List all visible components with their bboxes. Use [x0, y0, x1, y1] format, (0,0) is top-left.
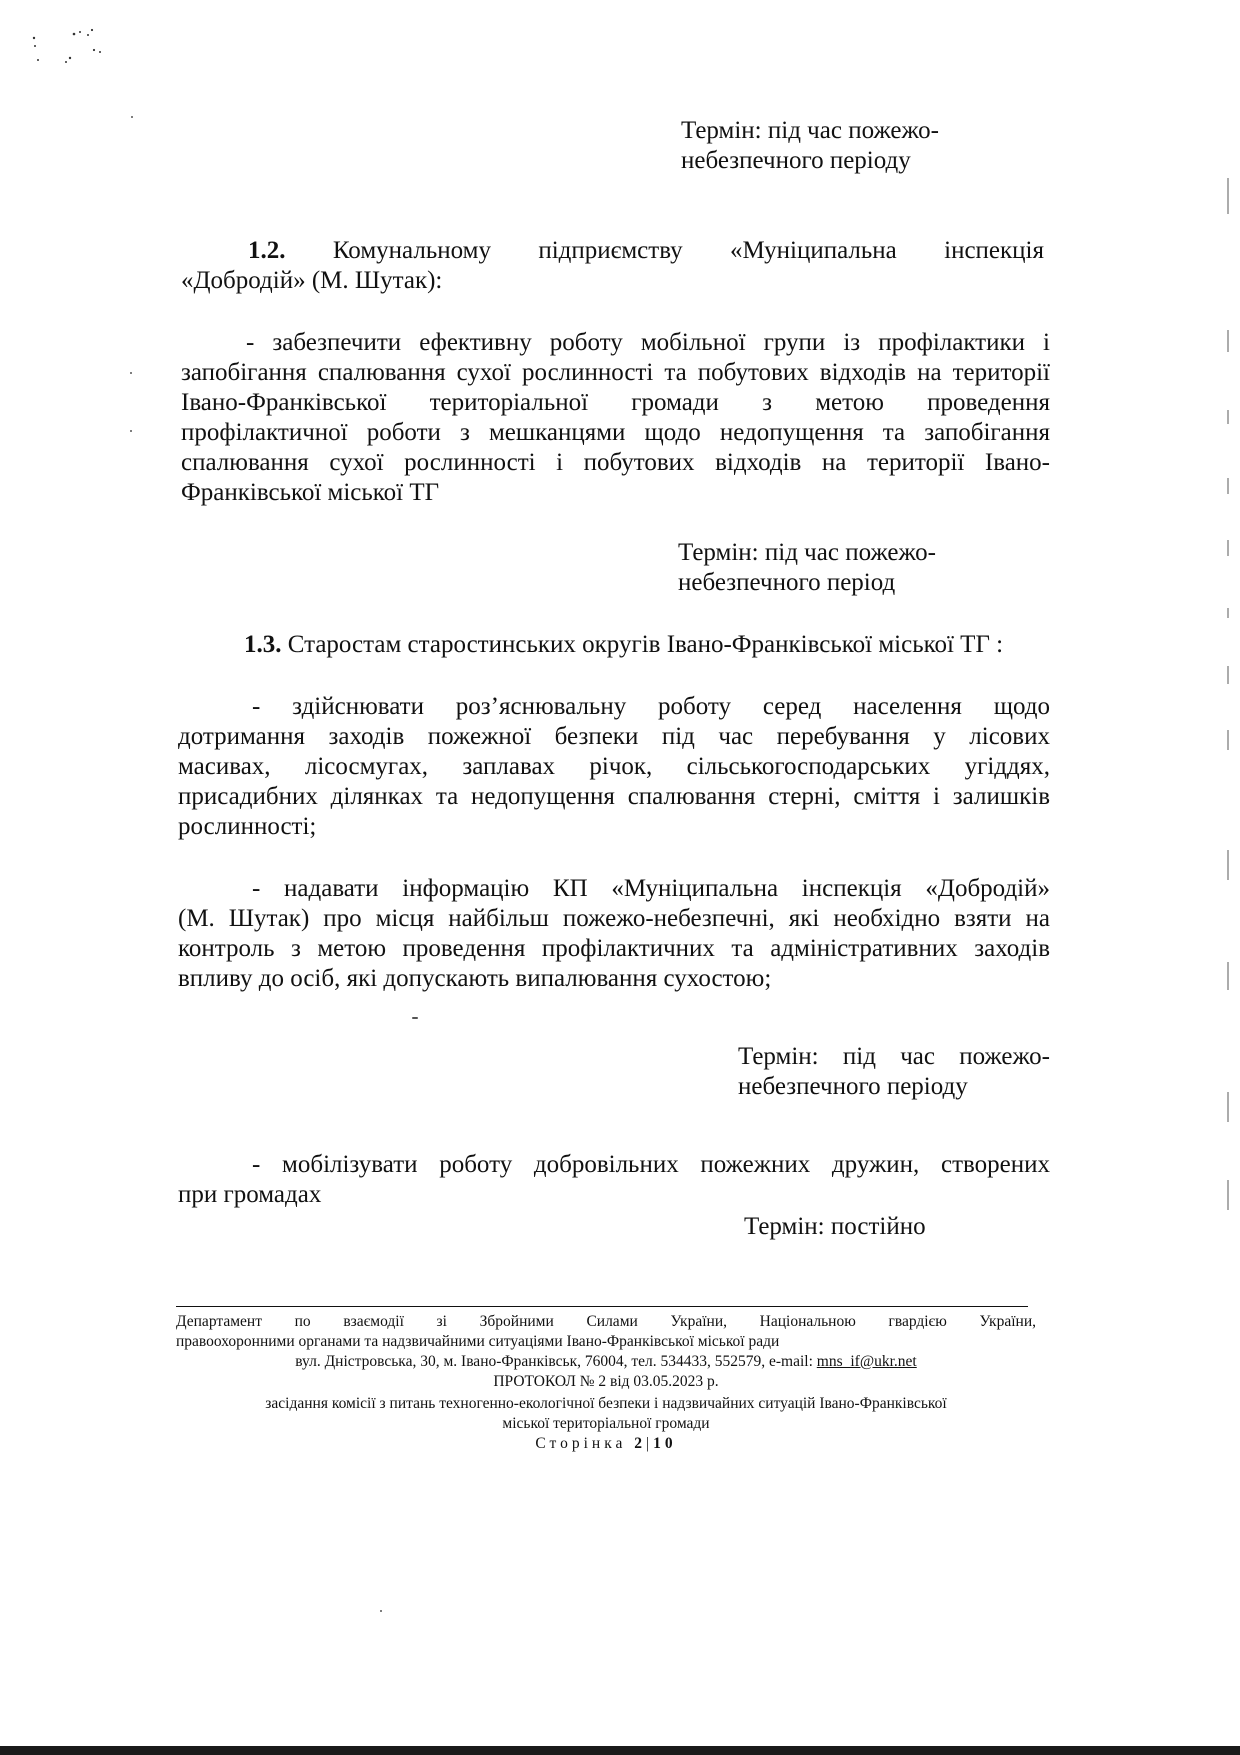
footer-address-text: вул. Дністровська, 30, м. Івано-Франківськ, 76004, тел. 534433, 552579, e-mail:	[295, 1353, 817, 1370]
page-label: Сторінка	[535, 1435, 627, 1452]
scan-speck	[130, 430, 132, 432]
page-total: 10	[653, 1435, 677, 1452]
footer-department-line1: Департамент по взаємодії зі Збройними Силами України, Національною гвардією України,	[176, 1313, 1036, 1330]
s13-term2-line1: Термін: під час пожежо-	[738, 1043, 1050, 1070]
s12-bullet-line: Франківської міської ТГ	[181, 479, 440, 506]
section-1-3-heading-text: Старостам старостинських округів Івано-Франківської міської ТГ :	[287, 631, 1004, 658]
s12-term-line1: Термін: під час пожежо-	[678, 539, 936, 566]
s13-bullet2-line: контроль з метою проведення профілактичних та адміністративних заходів	[178, 935, 1050, 962]
s13-term3: Термін: постійно	[744, 1213, 926, 1240]
s13-bullet1-line: присадибних ділянках та недопущення спалювання стерні, сміття і залишків	[178, 783, 1050, 810]
section-1-2-heading-text: Комунальному підприємству «Муніципальна інспекція	[332, 237, 1044, 264]
section-1-2-heading	[248, 236, 1044, 266]
footer-address	[176, 1352, 1036, 1372]
scan-speck	[130, 372, 132, 374]
s13-bullet1-line: - здійснювати роз’яснювальну роботу серед населення щодо	[252, 693, 1050, 720]
page-separator: |	[646, 1435, 654, 1452]
s13-term2-line2: небезпечного періоду	[738, 1073, 968, 1100]
page-current: 2	[634, 1435, 646, 1452]
footer-protocol: ПРОТОКОЛ № 2 від 03.05.2023 р.	[493, 1373, 719, 1390]
section-1-2-number: 1.2.	[248, 237, 286, 264]
s12-bullet-line: спалювання сухої рослинності і побутових відходів на території Івано-	[181, 449, 1050, 476]
section-1-3-heading	[244, 630, 1003, 660]
scan-bottom-edge	[0, 1746, 1240, 1755]
scan-speck	[131, 116, 133, 118]
s13-bullet3-line: при громадах	[178, 1181, 322, 1208]
s13-bullet2-line: (М. Шутак) про місця найбільш пожежо-небезпечні, які необхідно взяти на	[178, 905, 1050, 932]
s13-bullet1-line: рослинності;	[178, 813, 317, 840]
footer-divider	[176, 1306, 1028, 1307]
scan-noise-mark	[30, 24, 130, 74]
section-1-2-heading-line2: «Добродій» (М. Шутак):	[181, 267, 443, 294]
footer-email-link[interactable]: mns_if@ukr.net	[816, 1353, 917, 1370]
footer-department-line2: правоохоронними органами та надзвичайними ситуаціями Івано-Франківської міської ради	[176, 1333, 780, 1350]
s12-bullet-line: - забезпечити ефективну роботу мобільної групи із профілактики і	[246, 329, 1050, 356]
s13-bullet2-line: - надавати інформацію КП «Муніципальна інспекція «Добродій»	[252, 875, 1050, 902]
term-top-line2: небезпечного періоду	[681, 147, 911, 174]
s12-bullet-line: запобігання спалювання сухої рослинності та побутових відходів на території	[181, 359, 1050, 386]
footer-page-number	[176, 1434, 1036, 1454]
s12-term-line2: небезпечного період	[678, 569, 896, 596]
footer-meeting-line1: засідання комісії з питань техногенно-екологічної безпеки і надзвичайних ситуацій Івано-Франківської	[265, 1395, 947, 1412]
s13-bullet3-line: - мобілізувати роботу добровільних пожежних дружин, створених	[252, 1151, 1050, 1178]
scan-speck	[380, 1610, 382, 1612]
s12-bullet-line: Івано-Франківської територіальної громади з метою проведення	[181, 389, 1050, 416]
s13-bullet2-line: впливу до осіб, які допускають випалювання сухостою;	[178, 965, 772, 992]
s13-bullet1-line: дотримання заходів пожежної безпеки під час перебування у лісових	[178, 723, 1050, 750]
footer-meeting-line2: міської територіальної громади	[502, 1415, 710, 1432]
s12-bullet-line: профілактичної роботи з мешканцями щодо недопущення та запобігання	[181, 419, 1050, 446]
scan-right-edge	[1226, 0, 1232, 1755]
scan-speck	[412, 1017, 418, 1019]
section-1-3-number: 1.3.	[244, 631, 282, 658]
term-top-line1: Термін: під час пожежо-	[681, 117, 939, 144]
s13-bullet1-line: масивах, лісосмугах, заплавах річок, сільськогосподарських угіддях,	[178, 753, 1050, 780]
